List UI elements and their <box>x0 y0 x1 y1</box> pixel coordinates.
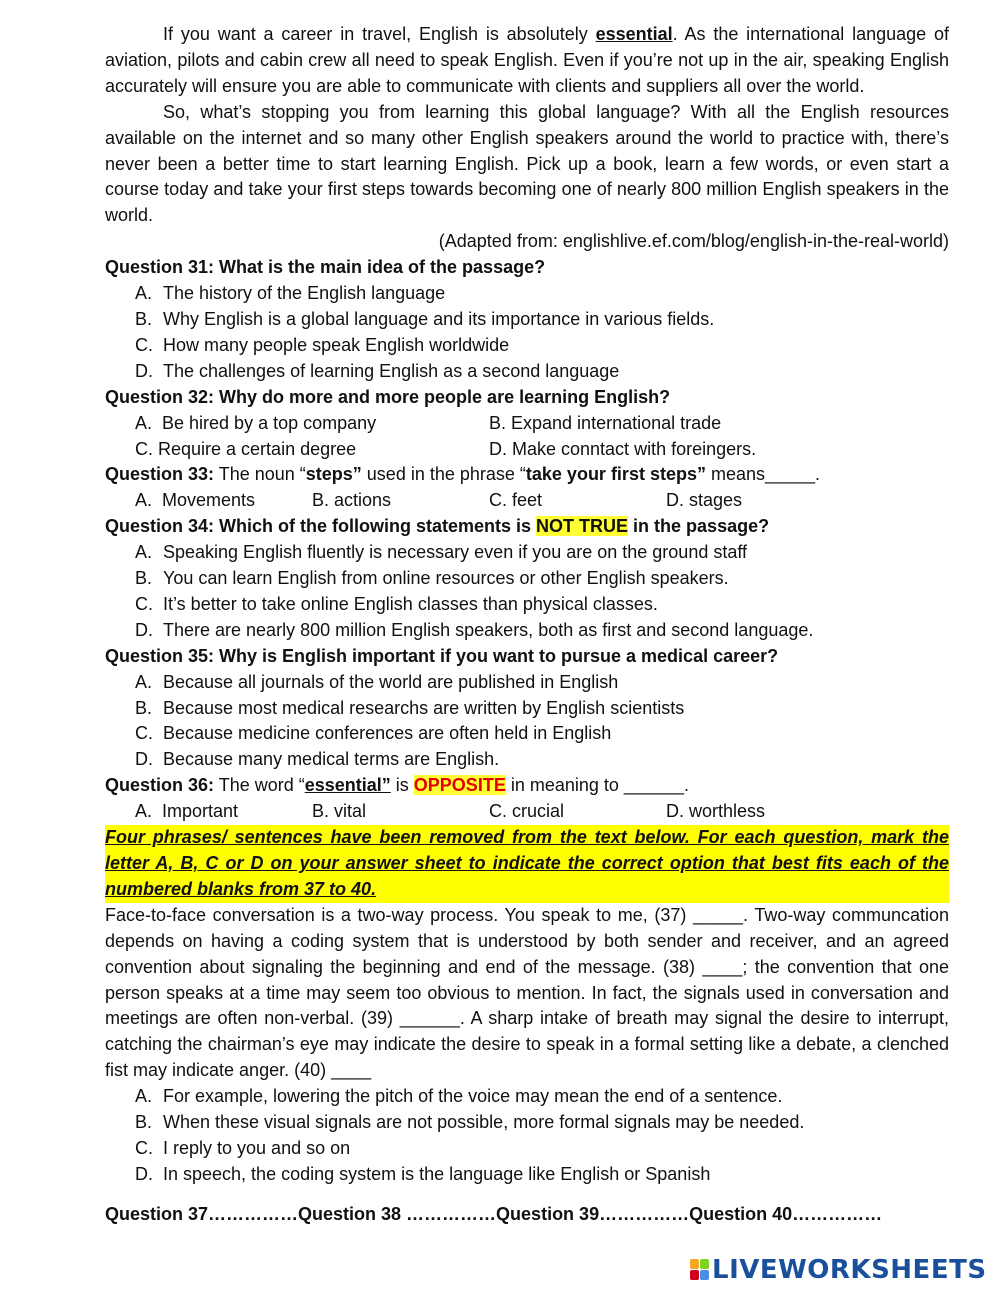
question-33-stem: Question 33: The noun “steps” used in the phrase “take your first steps” means_____. <box>105 464 821 485</box>
q31-option-a[interactable]: A. The history of the English language <box>135 283 446 304</box>
q32-option-c[interactable]: C. Require a certain degree <box>135 438 357 459</box>
cloze-option-c[interactable]: C. I reply to you and so on <box>135 1137 351 1158</box>
q32-option-d[interactable]: D. Make conntact with foreingers. <box>489 438 757 459</box>
question-31-stem: Question 31: What is the main idea of the passage? <box>105 257 546 278</box>
q33-options <box>105 488 949 514</box>
q36-option-b[interactable]: B. vital <box>312 801 367 822</box>
passage-paragraph-2: So, what’s stopping you from learning this global language? With all the English resources available on the internet and so many other English speakers around the world to practice with, there’s never been a better time to start learning English. Pick up a book, learn a few words, or even start a course today and take your first steps towards becoming one of nearly 800 million English speakers in the world. <box>105 101 949 226</box>
q32-options <box>105 411 949 463</box>
keyword-essential: essential <box>595 24 673 44</box>
answer-line[interactable]: Question 37……………Question 38 ……………Question 39……………Question 40…………… <box>105 1203 883 1224</box>
not-true-highlight: NOT TRUE <box>536 516 629 537</box>
passage-paragraph-1: If you want a career in travel, English is absolutely essential. As the international language of aviation, pilots and cabin crew all need to speak English. Even if you’re not up in the air, speaking English accurately will ensure you are able to communicate with clients and suppliers all over the world. <box>105 24 950 96</box>
opposite-highlight: OPPOSITE <box>413 775 506 796</box>
q34-option-d[interactable]: D. There are nearly 800 million English speakers, both as first and second language. <box>135 619 814 640</box>
question-34-stem: Question 34: Which of the following statements is NOT TRUE in the passage? <box>105 516 770 537</box>
q36-options <box>105 799 949 825</box>
liveworksheets-logo-icon <box>690 1259 710 1281</box>
q32-option-b[interactable]: B. Expand international trade <box>489 412 722 433</box>
q36-option-d[interactable]: D. worthless <box>666 801 766 822</box>
q35-option-b[interactable]: B. Because most medical researchs are written by English scientists <box>135 697 685 718</box>
cloze-option-d[interactable]: D. In speech, the coding system is the language like English or Spanish <box>135 1163 711 1184</box>
q31-option-d[interactable]: D. The challenges of learning English as a second language <box>135 360 620 381</box>
q35-option-c[interactable]: C. Because medicine conferences are often held in English <box>135 723 612 744</box>
question-36-stem: Question 36: The word “essential” is OPPOSITE in meaning to ______. <box>105 775 689 796</box>
q33-option-b[interactable]: B. actions <box>312 490 392 511</box>
question-35-stem: Question 35: Why is English important if you want to pursue a medical career? <box>105 645 779 666</box>
spacer <box>105 1188 949 1202</box>
cloze-option-a[interactable]: A. For example, lowering the pitch of the voice may mean the end of a sentence. <box>135 1086 783 1107</box>
question-32-stem: Question 32: Why do more and more people are learning English? <box>105 386 671 407</box>
q34-option-a[interactable]: A. Speaking English fluently is necessary even if you are on the ground staff <box>135 542 748 563</box>
cloze-option-b[interactable]: B. When these visual signals are not possible, more formal signals may be needed. <box>135 1112 805 1133</box>
q34-option-b[interactable]: B. You can learn English from online resources or other English speakers. <box>135 568 729 589</box>
worksheet-page <box>105 22 949 1228</box>
q33-option-d[interactable]: D. stages <box>666 490 743 511</box>
q34-option-c[interactable]: C. It’s better to take online English classes than physical classes. <box>135 593 658 614</box>
q32-option-a[interactable]: A. Be hired by a top company <box>135 412 377 433</box>
passage-source: (Adapted from: englishlive.ef.com/blog/english-in-the-real-world) <box>438 231 949 252</box>
q36-option-c[interactable]: C. crucial <box>489 801 565 822</box>
q33-option-a[interactable]: A. Movements <box>135 490 256 511</box>
q31-option-c[interactable]: C. How many people speak English worldwide <box>135 334 510 355</box>
q35-option-d[interactable]: D. Because many medical terms are English. <box>135 749 500 770</box>
q35-option-a[interactable]: A. Because all journals of the world are published in English <box>135 671 619 692</box>
q31-option-b[interactable]: B. Why English is a global language and its importance in various fields. <box>135 308 715 329</box>
cloze-instruction: Four phrases/ sentences have been removed from the text below. For each question, mark the letter A, B, C or D on your answer sheet to indicate the correct option that best fits each of the numbered blanks from 37 to 40. <box>105 825 949 903</box>
cloze-passage: Face-to-face conversation is a two-way process. You speak to me, (37) _____. Two-way communcation depends on having a coding system that is understood by both sender and receiver, and an agreed convention about signaling the beginning and end of the message. (38) ____; the convention that one person speaks at a time may seem too obvious to mention. In fact, the signals used in conversation and meetings are often non-verbal. (39) ______. A sharp intake of breath may signal the desire to interrupt, catching the chairman’s eye may indicate the desire to speak in a formal setting like a debate, a clenched fist may indicate anger. (40) ____ <box>105 904 949 1081</box>
q33-option-c[interactable]: C. feet <box>489 490 543 511</box>
liveworksheets-logo <box>690 1257 987 1283</box>
q36-option-a[interactable]: A. Important <box>135 801 239 822</box>
liveworksheets-logo-text: LIVEWORKSHEETS <box>712 1255 987 1285</box>
